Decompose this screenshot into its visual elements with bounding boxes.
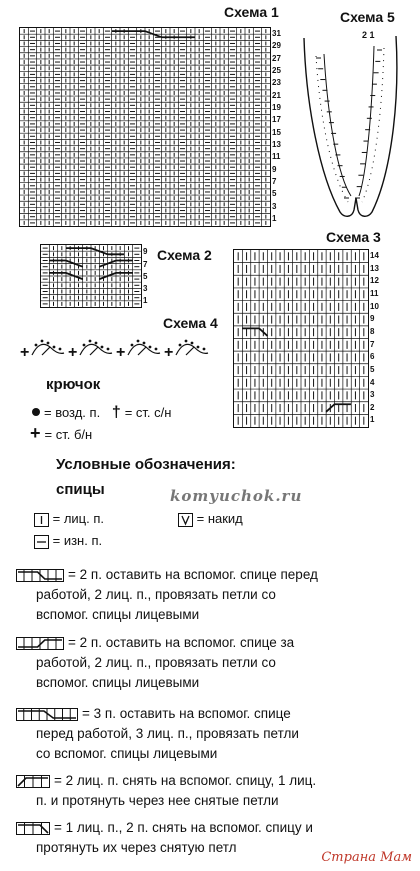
site-stamp: Страна Мам bbox=[321, 850, 412, 865]
single-crochet-label: = ст. б/н bbox=[44, 427, 93, 442]
yarn-over-label: = накид bbox=[196, 511, 243, 526]
schema2-row-number: 9 bbox=[143, 247, 148, 256]
schema1-row-number: 1 bbox=[272, 214, 277, 223]
schema3-row-number: 5 bbox=[370, 365, 375, 374]
knit-legend bbox=[34, 509, 104, 528]
schema3-row-number: 1 bbox=[370, 415, 375, 424]
cable-legend-line bbox=[36, 724, 420, 744]
cable-legend-text: работой, 2 лиц. п., провязать петли со bbox=[36, 655, 276, 670]
schema3-row-number: 8 bbox=[370, 327, 375, 336]
chain-stitch-icon bbox=[32, 408, 40, 416]
schema2-grid bbox=[40, 244, 142, 308]
cable-legend-text: со вспомог. спицы лицевыми bbox=[36, 746, 218, 761]
schema3-row-numbers bbox=[370, 249, 388, 426]
hook-heading: крючок bbox=[46, 376, 101, 393]
chain-mark bbox=[83, 344, 86, 347]
schema1-row-number: 11 bbox=[272, 152, 281, 161]
chain-mark bbox=[155, 348, 158, 351]
purl-stitch-label: = изн. п. bbox=[52, 533, 103, 548]
yo-legend bbox=[178, 509, 243, 528]
single-crochet-mark: + bbox=[68, 344, 78, 361]
cable-legend-line bbox=[36, 605, 420, 625]
cable-legend-text: вспомог. спицы лицевыми bbox=[36, 607, 200, 622]
schema3-row-number: 14 bbox=[370, 251, 379, 260]
purl-stitch-icon bbox=[34, 535, 49, 549]
cable-legend-text: = 1 лиц. п., 2 п. снять на вспомог. спицу и bbox=[54, 820, 313, 835]
purl-legend bbox=[34, 531, 102, 550]
chain-mark bbox=[179, 344, 182, 347]
schema1-row-number: 31 bbox=[272, 29, 281, 38]
chain-mark bbox=[35, 344, 38, 347]
single-crochet-mark: + bbox=[164, 344, 174, 361]
double-crochet-icon: † bbox=[111, 404, 121, 421]
schema1-row-number: 23 bbox=[272, 78, 281, 87]
schema3-row-number: 7 bbox=[370, 340, 375, 349]
schema1-row-number: 27 bbox=[272, 54, 281, 63]
knit-stitch-icon bbox=[34, 513, 49, 527]
double-crochet-mark bbox=[138, 347, 146, 355]
cable-legend-line bbox=[36, 791, 420, 811]
chain-mark bbox=[107, 348, 110, 351]
schema2-row-number: 3 bbox=[143, 284, 148, 293]
cable-legend-line bbox=[36, 673, 420, 693]
schema3-row-number: 12 bbox=[370, 276, 379, 285]
yarn-over-icon bbox=[178, 513, 193, 527]
cable-legend-text: работой, 2 лиц. п., провязать петли со bbox=[36, 587, 276, 602]
double-crochet-label: = ст. с/н bbox=[124, 405, 172, 420]
single-crochet-mark: + bbox=[20, 344, 30, 361]
schema3-row-number: 6 bbox=[370, 352, 375, 361]
schema1-row-number: 29 bbox=[272, 41, 281, 50]
chain-mark bbox=[197, 346, 200, 349]
schema2-row-number: 5 bbox=[143, 272, 148, 281]
schema3-row-number: 11 bbox=[370, 289, 379, 298]
cable-legend-line bbox=[36, 585, 420, 605]
schema1-row-number: 17 bbox=[272, 115, 281, 124]
schema2-title: Схема 2 bbox=[157, 247, 212, 263]
schema3-title: Схема 3 bbox=[326, 229, 381, 245]
schema2-row-number: 7 bbox=[143, 260, 148, 269]
chain-mark bbox=[47, 342, 50, 345]
cable-legend-text: п. и протянуть через нее снятые петли bbox=[36, 793, 279, 808]
chain-mark bbox=[203, 348, 206, 351]
cable-legend-text: протянуть их через снятую петл bbox=[36, 840, 237, 855]
schema1-row-number: 9 bbox=[272, 165, 277, 174]
schema3-row-number: 10 bbox=[370, 302, 379, 311]
chain-mark bbox=[149, 346, 152, 349]
schema1-row-number: 15 bbox=[272, 128, 281, 137]
cable-legend-text: = 3 п. оставить на вспомог. спице bbox=[82, 706, 291, 721]
cable-legend-text: вспомог. спицы лицевыми bbox=[36, 675, 200, 690]
schema1-row-number: 19 bbox=[272, 103, 281, 112]
cable-legend-text: = 2 п. оставить на вспомог. спице перед bbox=[68, 567, 318, 582]
schema1-row-number: 3 bbox=[272, 202, 277, 211]
chain-mark bbox=[191, 342, 194, 345]
schema1-title: Схема 1 bbox=[224, 4, 279, 20]
schema1-row-number: 21 bbox=[272, 91, 281, 100]
schema3-grid bbox=[233, 249, 369, 428]
schema3-row-number: 9 bbox=[370, 314, 375, 323]
schema1-row-number: 7 bbox=[272, 177, 277, 186]
chain-mark bbox=[131, 344, 134, 347]
legend-heading: Условные обозначения: bbox=[56, 456, 236, 473]
double-crochet-mark bbox=[186, 347, 194, 355]
cable-legend-line bbox=[36, 744, 420, 764]
schema3-row-number: 13 bbox=[370, 264, 379, 273]
schema4-title: Схема 4 bbox=[163, 315, 218, 331]
single-crochet-mark: + bbox=[116, 344, 126, 361]
watermark: komyuchok.ru bbox=[170, 487, 303, 505]
schema5-row-label: 2 1 bbox=[362, 30, 375, 40]
chain-mark bbox=[41, 340, 44, 343]
schema3-row-number: 2 bbox=[370, 403, 375, 412]
chain-mark bbox=[59, 348, 62, 351]
schema1-row-numbers bbox=[272, 27, 292, 225]
schema1-row-number: 13 bbox=[272, 140, 281, 149]
schema3-row-number: 3 bbox=[370, 390, 375, 399]
cable-legend-line bbox=[36, 653, 420, 673]
chain-mark bbox=[53, 346, 56, 349]
schema3-row-number: 4 bbox=[370, 378, 375, 387]
double-crochet-mark bbox=[90, 347, 98, 355]
single-crochet-icon: + bbox=[30, 423, 41, 443]
schema1-grid bbox=[19, 27, 271, 227]
schema4-diagram bbox=[20, 333, 220, 367]
hook-legend-row-2 bbox=[30, 424, 92, 444]
knit-stitch-label: = лиц. п. bbox=[52, 511, 104, 526]
cable-legend-text: = 2 лиц. п. снять на вспомог. спицу, 1 лиц. bbox=[54, 773, 317, 788]
schema1-row-number: 5 bbox=[272, 189, 277, 198]
chain-mark bbox=[143, 342, 146, 345]
chain-mark bbox=[185, 340, 188, 343]
cable-legend-text: = 2 п. оставить на вспомог. спице за bbox=[68, 635, 295, 650]
cable-legend-text: перед работой, 3 лиц. п., провязать петли bbox=[36, 726, 299, 741]
hook-legend-row-1 bbox=[32, 403, 171, 422]
chain-mark bbox=[101, 346, 104, 349]
chain-stitch-label: = возд. п. bbox=[44, 405, 101, 420]
chain-mark bbox=[89, 340, 92, 343]
chain-mark bbox=[137, 340, 140, 343]
schema5-diagram bbox=[296, 26, 406, 222]
needles-heading: спицы bbox=[56, 481, 105, 498]
schema2-row-number: 1 bbox=[143, 296, 148, 305]
schema5-title: Схема 5 bbox=[340, 9, 395, 25]
double-crochet-mark bbox=[42, 347, 50, 355]
chain-mark bbox=[95, 342, 98, 345]
schema1-row-number: 25 bbox=[272, 66, 281, 75]
